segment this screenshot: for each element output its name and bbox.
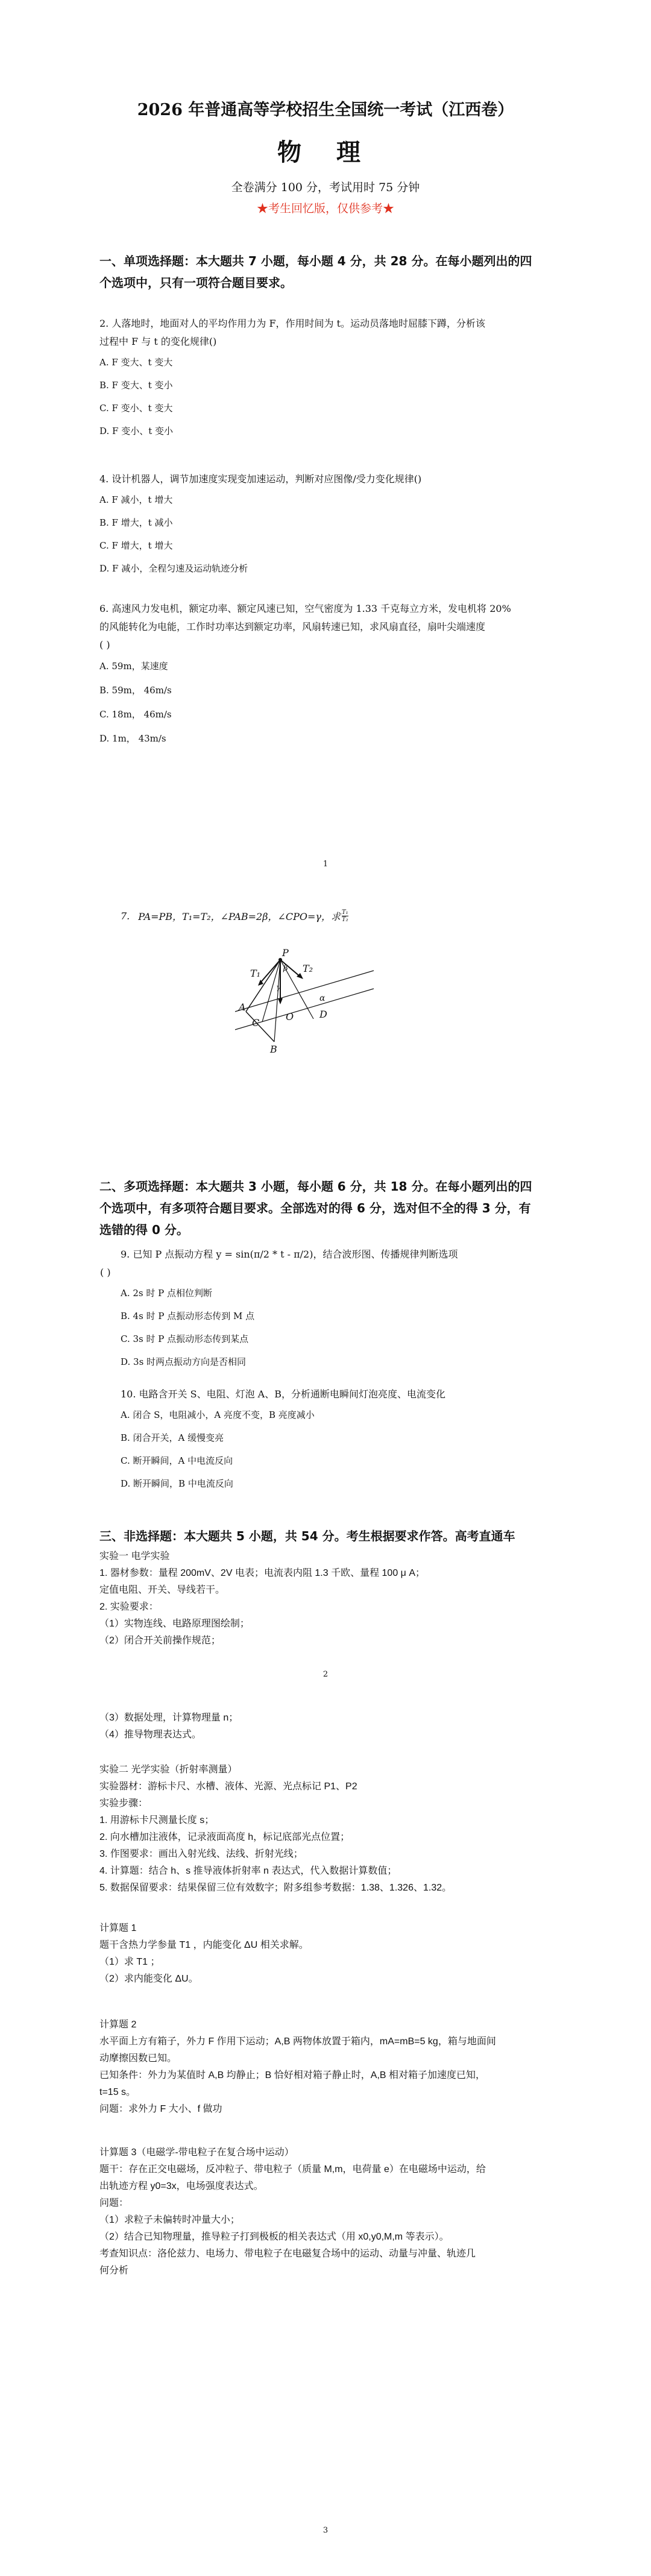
question-2 bbox=[0, 315, 651, 442]
question-stem: 过程中 F 与 t 的变化规律() bbox=[99, 336, 217, 347]
arrowhead bbox=[278, 998, 283, 1004]
page-number: 3 bbox=[322, 2526, 329, 2535]
text-line: 出轨迹方程 y0=3x，电场强度表达式。 bbox=[99, 2181, 263, 2191]
text-line: （2）求内能变化 ΔU。 bbox=[99, 1974, 198, 1984]
question-4 bbox=[0, 470, 651, 580]
section-3-heading: 三、非选择题：本大题共 5 小题，共 54 分。考生根据要求作答。高考直通车 bbox=[99, 1529, 515, 1543]
option-d: D. 断开瞬间，B 中电流反向 bbox=[121, 1478, 233, 1489]
text-line: 问题： bbox=[99, 2198, 129, 2208]
label-b: B bbox=[270, 1044, 277, 1055]
label-p: P bbox=[282, 947, 289, 959]
label-a: A bbox=[239, 1001, 246, 1013]
text-line: （2）闭合开关前操作规范； bbox=[99, 1636, 221, 1646]
calculation-2 bbox=[0, 2017, 651, 2118]
text-line: 何分析 bbox=[99, 2266, 129, 2276]
question-9 bbox=[0, 1245, 651, 1373]
section-2-heading: 二、多项选择题：本大题共 3 小题，每小题 6 分，共 18 分。在每小题列出的四 bbox=[99, 1179, 532, 1194]
text-line: t=15 s。 bbox=[99, 2087, 136, 2097]
question-stem: 的风能转化为电能，工作时功率达到额定功率，风扇转速已知，求风扇直径，扇叶尖端速度 bbox=[99, 621, 486, 632]
label-t1: T₁ bbox=[250, 968, 261, 979]
text-line: 2. 向水槽加注液体，记录液面高度 h，标记底部光点位置； bbox=[99, 1832, 350, 1842]
option-a: A. F 变大、t 变大 bbox=[99, 357, 173, 368]
question-10 bbox=[0, 1385, 651, 1495]
question-stem: ( ) bbox=[100, 1267, 111, 1278]
question-stem: 6. 高速风力发电机，额定功率、额定风速已知，空气密度为 1.33 千克每立方米，发电机将 20% bbox=[99, 603, 511, 614]
section-2-heading-cont: 选错的得 0 分。 bbox=[99, 1223, 189, 1237]
text-line: 定值电阻、开关、导线若干。 bbox=[99, 1585, 225, 1595]
text-line: （1）求粒子未偏转时冲量大小； bbox=[99, 2215, 240, 2225]
option-a: A. 59m，某速度 bbox=[99, 661, 168, 672]
question-stem: 4. 设计机器人，调节加速度实现变加速运动，判断对应图像/受力变化规律() bbox=[99, 473, 422, 485]
fraction-numerator: T₁ bbox=[341, 909, 348, 916]
option-a: A. 闭合 S，电阻减小，A 亮度不变，B 亮度减小 bbox=[121, 1409, 315, 1420]
text-line: 实验一 电学实验 bbox=[99, 1551, 170, 1561]
recall-notice: ★考生回忆版，仅供参考★ bbox=[256, 202, 394, 215]
option-d: D. F 变小、t 变小 bbox=[99, 426, 174, 436]
question-number: 7. bbox=[121, 910, 130, 922]
option-c: C. 断开瞬间，A 中电流反向 bbox=[121, 1455, 233, 1466]
section-1 bbox=[0, 250, 651, 294]
text-line: 4. 计算题：结合 h、s 推导液体折射率 n 表达式，代入数据计算数值； bbox=[99, 1866, 397, 1876]
subject-title: 物 理 bbox=[277, 138, 374, 166]
experiment-1-continued bbox=[0, 1710, 651, 1743]
segment-ab bbox=[246, 1012, 274, 1042]
option-c: C. 18m， 46m/s bbox=[99, 709, 172, 720]
section-2-heading-cont: 个选项中，有多项符合题目要求。全部选对的得 6 分，选对但不全的得 3 分，有 bbox=[99, 1201, 531, 1215]
text-line: （3）数据处理，计算物理量 n； bbox=[99, 1713, 239, 1723]
text-line: （2）结合已知物理量，推导粒子打到极板的相关表达式（用 x0,y0,M,m 等表示）。 bbox=[99, 2232, 449, 2242]
option-c: C. F 增大，t 增大 bbox=[99, 540, 173, 551]
text-line: 计算题 3（电磁学-带电粒子在复合场中运动） bbox=[99, 2147, 294, 2158]
exam-header bbox=[0, 96, 651, 216]
option-b: B. 59m， 46m/s bbox=[99, 685, 172, 696]
section-2 bbox=[0, 1176, 651, 1241]
text-line: 3. 作图要求：画出入射光线、法线、折射光线； bbox=[99, 1849, 303, 1859]
exam-info: 全卷满分 100 分，考试用时 75 分钟 bbox=[231, 181, 420, 194]
section-1-heading-cont: 个选项中，只有一项符合题目要求。 bbox=[99, 276, 292, 290]
text-line: 实验步骤： bbox=[99, 1798, 148, 1809]
option-d: D. 1m， 43m/s bbox=[99, 733, 166, 744]
option-c: C. F 变小、t 变大 bbox=[99, 403, 173, 414]
option-d: D. 3s 时两点振动方向是否相同 bbox=[121, 1356, 247, 1367]
option-c: C. 3s 时 P 点振动形态传到某点 bbox=[121, 1334, 249, 1344]
text-line: 1. 用游标卡尺测量长度 s； bbox=[99, 1815, 215, 1825]
question-stem: ( ) bbox=[99, 639, 110, 650]
label-c: C bbox=[252, 1017, 260, 1028]
experiment-1 bbox=[0, 1548, 651, 1649]
text-line: 2. 实验要求： bbox=[99, 1602, 159, 1612]
section-3 bbox=[0, 1525, 651, 1547]
label-gamma: γ bbox=[276, 983, 281, 992]
option-b: B. 4s 时 P 点振动形态传到 M 点 bbox=[121, 1311, 255, 1321]
question-stem: 2. 人落地时，地面对人的平均作用力为 F，作用时间为 t。运动员落地时屈膝下蹲，分析该 bbox=[99, 318, 486, 329]
calculation-1 bbox=[0, 1920, 651, 1988]
option-d: D. F 减小，全程匀速及运动轨迹分析 bbox=[99, 563, 248, 574]
option-b: B. 闭合开关，A 缓慢变亮 bbox=[121, 1432, 224, 1443]
text-line: 题干：存在正交电磁场，反冲粒子、带电粒子（质量 M,m，电荷量 e）在电磁场中运动，给 bbox=[99, 2164, 486, 2174]
option-b: B. F 变大、t 变小 bbox=[99, 380, 173, 391]
label-alpha: α bbox=[319, 994, 326, 1003]
text-line: 动摩擦因数已知。 bbox=[99, 2053, 177, 2064]
ratio-fraction bbox=[342, 909, 348, 923]
fraction-denominator: T₂ bbox=[341, 916, 348, 923]
text-line: 已知条件：外力为某值时 A,B 均静止；B 恰好相对箱子静止时，A,B 相对箱子加速度已知， bbox=[99, 2070, 486, 2080]
text-line: 5. 数据保留要求：结果保留三位有效数字；附多组参考数据：1.38、1.326、1.32。 bbox=[99, 1883, 452, 1893]
text-line: （1）实物连线、电路原理图绘制； bbox=[99, 1619, 250, 1629]
text-line: 问题：求外力 F 大小、f 做功 bbox=[99, 2104, 222, 2114]
label-o: O bbox=[286, 1011, 294, 1022]
text-line: 水平面上方有箱子，外力 F 作用下运动；A,B 两物体放置于箱内，mA=mB=5 kg，箱与地面间 bbox=[99, 2036, 496, 2047]
label-beta: β bbox=[283, 964, 288, 973]
experiment-2 bbox=[0, 1762, 651, 1897]
text-line: （4）推导物理表达式。 bbox=[99, 1730, 201, 1740]
question-6 bbox=[0, 600, 651, 751]
section-1-heading: 一、单项选择题：本大题共 7 小题，每小题 4 分，共 28 分。在每小题列出的四 bbox=[99, 254, 532, 268]
text-line: 实验二 光学实验（折射率测量） bbox=[99, 1765, 237, 1775]
question-7 bbox=[0, 909, 651, 923]
page-number: 2 bbox=[322, 1670, 329, 1679]
question-stem: PA=PB，T₁=T₂，∠PAB=2β，∠CPO=γ，求 bbox=[138, 911, 341, 922]
question-stem: 10. 电路含开关 S、电阻、灯泡 A、B，分析通断电瞬间灯泡亮度、电流变化 bbox=[121, 1388, 445, 1400]
option-b: B. F 增大，t 减小 bbox=[99, 517, 173, 528]
text-line: 考查知识点：洛伦兹力、电场力、带电粒子在电磁复合场中的运动、动量与冲量、轨迹几 bbox=[99, 2249, 476, 2259]
text-line: 计算题 2 bbox=[99, 2020, 137, 2030]
label-t2: T₂ bbox=[303, 963, 313, 974]
option-a: A. F 减小，t 增大 bbox=[99, 494, 173, 505]
calculation-3 bbox=[0, 2144, 651, 2279]
page-number: 1 bbox=[322, 860, 329, 869]
label-d: D bbox=[319, 1009, 327, 1020]
exam-title: 2026 年普通高等学校招生全国统一考试（江西卷） bbox=[137, 101, 514, 119]
text-line: 1. 器材参数：量程 200mV、2V 电表；电流表内阻 1.3 千欧、量程 100 μ A； bbox=[99, 1568, 426, 1578]
question-stem: 9. 已知 P 点振动方程 y = sin(π/2 * t - π/2)，结合波形图、传播规律判断选项 bbox=[121, 1249, 458, 1260]
text-line: 实验器材：游标卡尺、水槽、液体、光源、光点标记 P1、P2 bbox=[99, 1781, 357, 1792]
text-line: （1）求 T1 ； bbox=[99, 1957, 160, 1967]
text-line: 题干含热力学参量 T1 ，内能变化 ΔU 相关求解。 bbox=[99, 1940, 309, 1950]
text-line: 计算题 1 bbox=[99, 1923, 137, 1933]
force-diagram bbox=[223, 946, 380, 1055]
option-a: A. 2s 时 P 点相位判断 bbox=[121, 1288, 213, 1299]
